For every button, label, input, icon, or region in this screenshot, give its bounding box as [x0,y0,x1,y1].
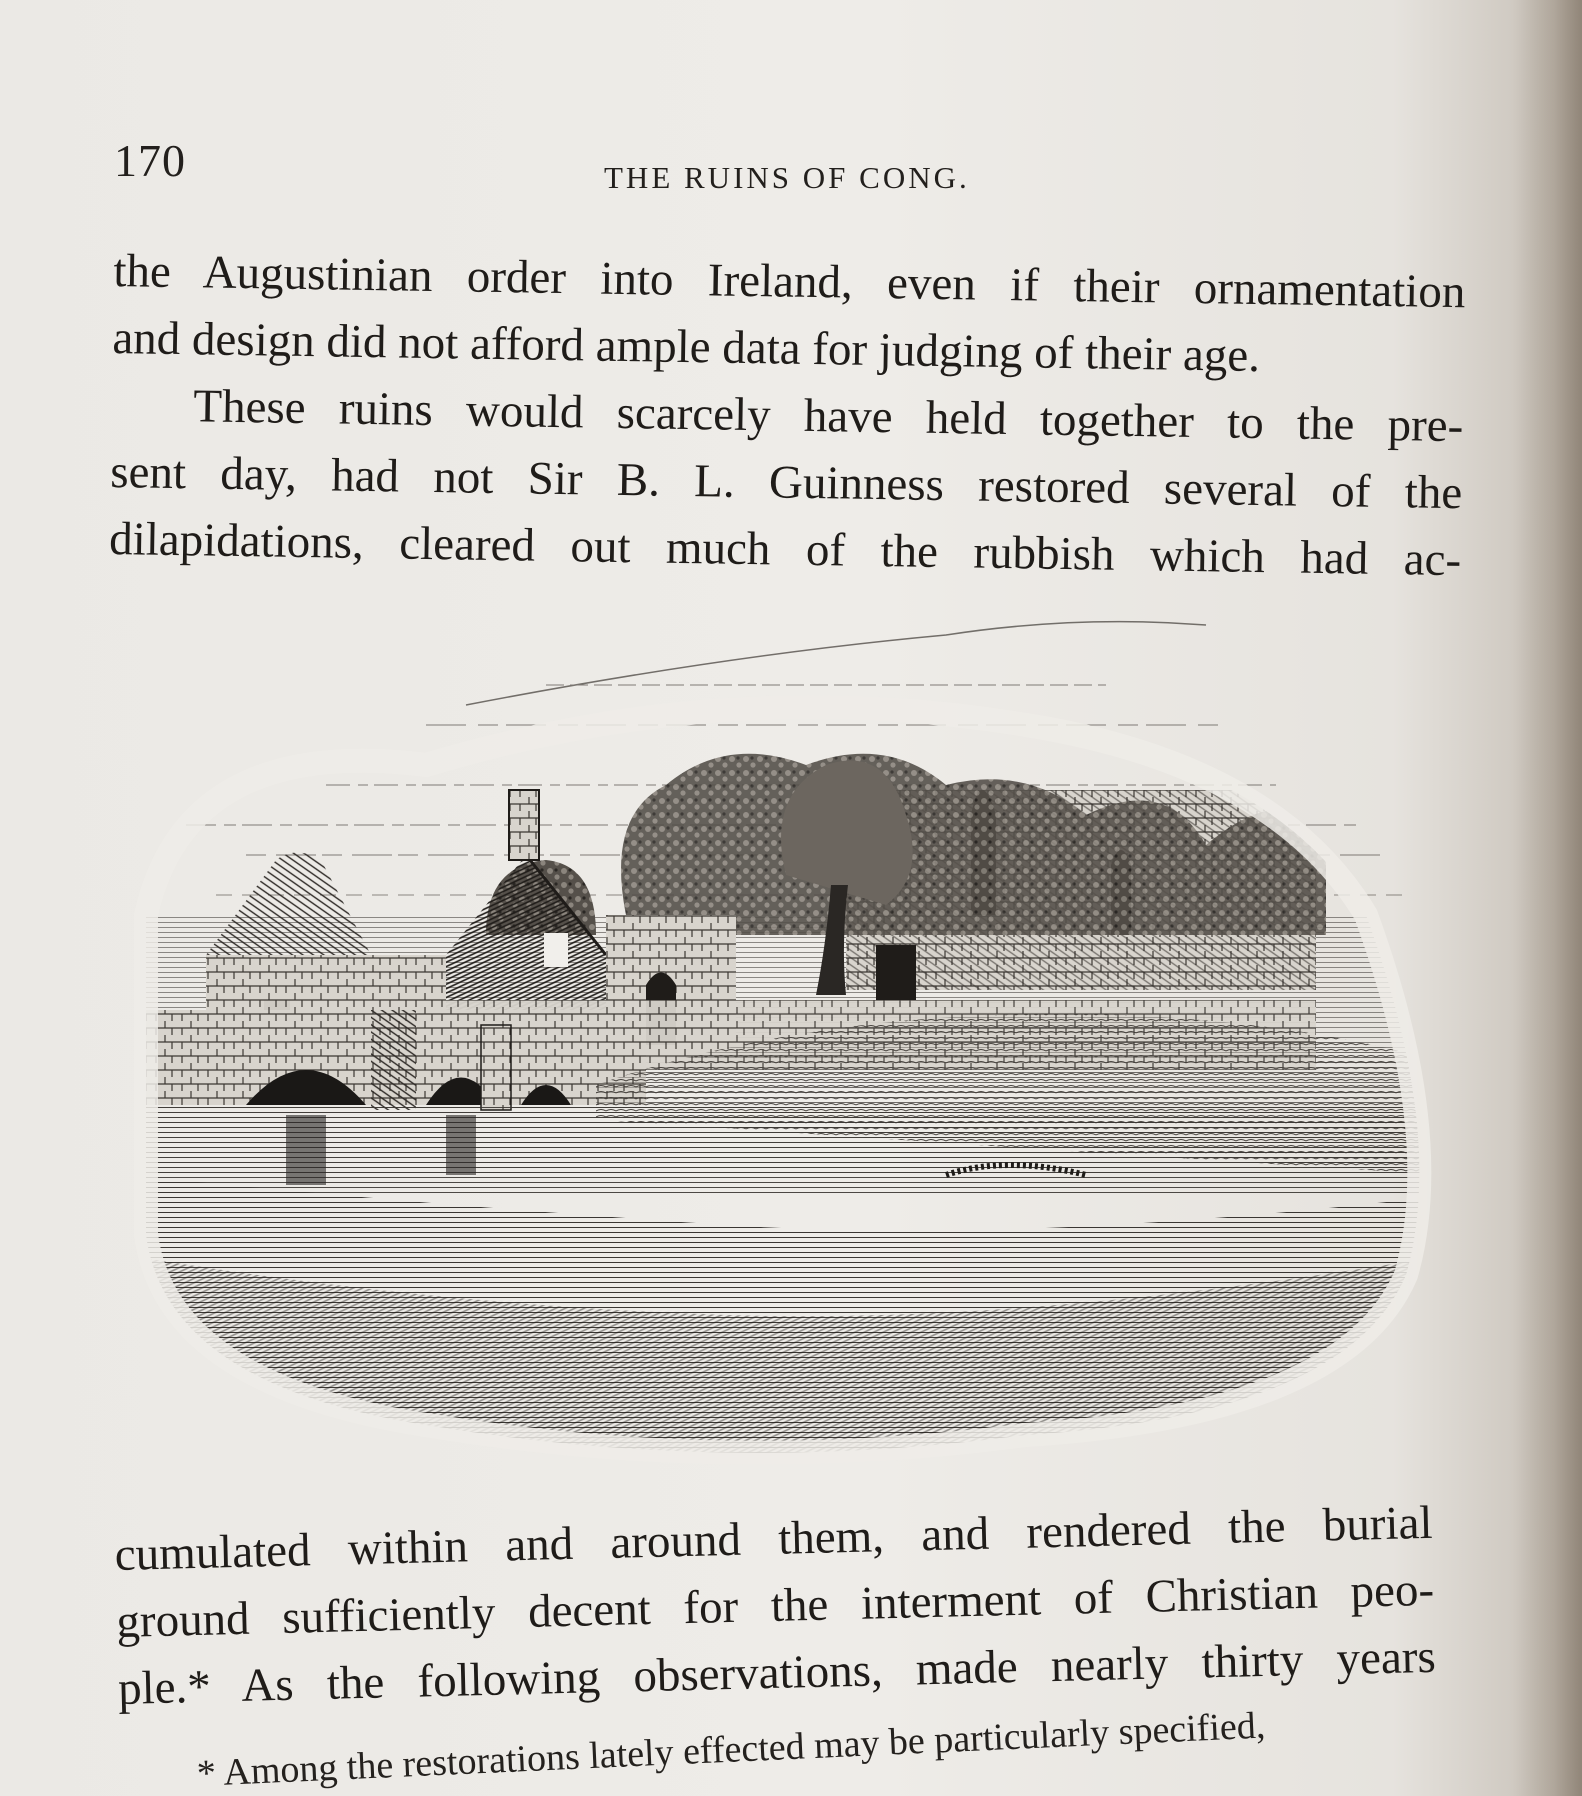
stone-bridge [126,1010,646,1110]
text-line: and design did not afford ample data for judging of their age. [112,311,1261,383]
body-text-bottom [114,1490,1437,1723]
running-head: THE RUINS OF CONG. [604,160,970,195]
river-water [126,1105,1448,1195]
text-line: cumulated within and around them, and rendered the burial [114,1496,1434,1581]
text-line: These ruins would scarcely have held together to the pre- [192,380,1464,453]
text-line: the Augustinian order into Ireland, even if their ornamentation [113,244,1466,319]
text-line: ground sufficiently decent for the interment of Christian peo- [115,1563,1435,1648]
text-line: ple.* As the following observations, made nearly thirty years [117,1630,1437,1715]
text-line: sent day, had not Sir B. L. Guinness restored several of the [109,445,1463,520]
text-line: dilapidations, cleared out much of the rubbish which had ac- [108,512,1462,587]
body-text-top [109,238,1466,594]
footnote: * Among the restorations lately effected may be particularly specified, [196,1704,1267,1795]
book-spine-shadow [1512,0,1582,1796]
page-number: 170 [114,135,186,186]
engraving-ruins-of-cong [126,615,1448,1485]
